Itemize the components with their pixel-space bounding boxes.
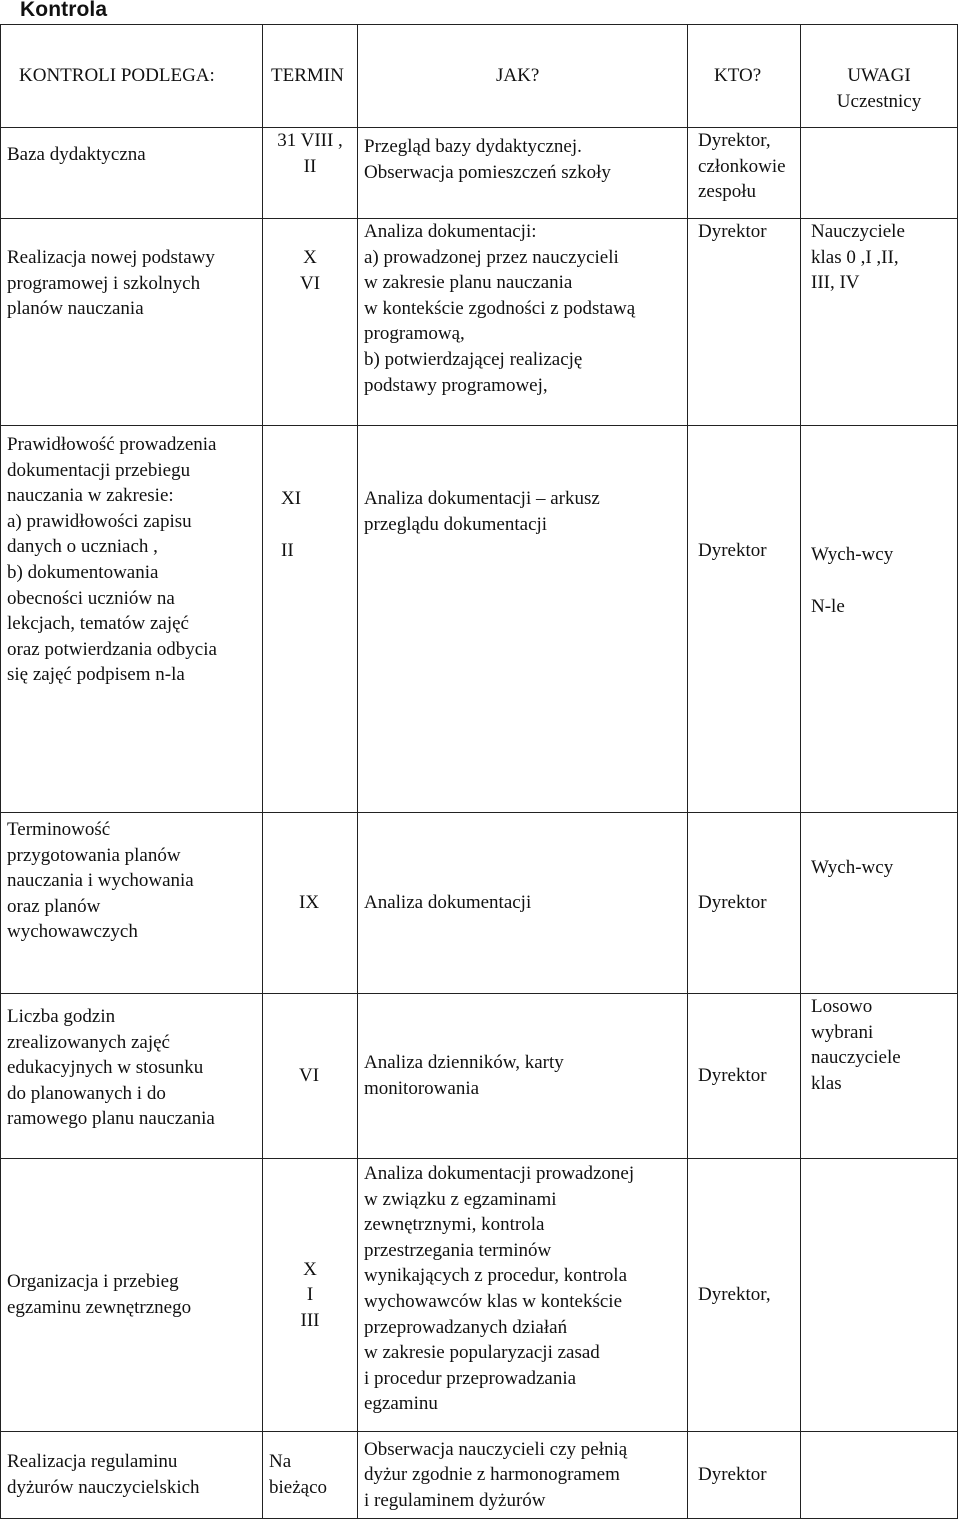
table-row [1, 1432, 958, 1519]
notes-cell [801, 994, 958, 1159]
notes-cell [801, 219, 958, 426]
cell-text-line: Dyrektor [698, 1464, 767, 1486]
cell-text-line: dokumentacji przebiegu [7, 459, 191, 481]
cell-text-line: przeprowadzanych działań [364, 1316, 568, 1338]
cell-text-line: Nauczyciele [811, 221, 905, 242]
how-cell [358, 219, 688, 426]
cell-text-line: 31 VIII , [277, 130, 343, 151]
cell-text-line: Baza dydaktyczna [7, 144, 146, 165]
cell-text-line: oraz planów [7, 895, 101, 917]
page-title: Kontrola [20, 0, 108, 21]
notes-cell [801, 1432, 958, 1519]
who-cell [688, 128, 801, 219]
header-term [263, 25, 358, 128]
cell-text-line: Przegląd bazy dydaktycznej. [364, 136, 582, 157]
cell-text-line: X [303, 1258, 317, 1280]
notes-cell [801, 1159, 958, 1432]
cell-text-line: egzaminu zewnętrznego [7, 1297, 192, 1318]
header-subject [1, 25, 263, 128]
cell-text-line: b) dokumentowania [7, 561, 159, 583]
subject-cell [1, 1432, 263, 1519]
cell-text-line: wynikających z procedur, kontrola [364, 1265, 628, 1287]
who-cell [688, 426, 801, 813]
subject-cell [1, 219, 263, 426]
cell-text-line: programową, [364, 323, 465, 345]
cell-text-line: KTO? [714, 65, 762, 87]
table-row [1, 128, 958, 219]
cell-text-line: a) prawidłowości zapisu [7, 510, 192, 532]
term-cell [263, 219, 358, 426]
cell-text-line: I [306, 1284, 314, 1306]
cell-text-line: egzaminu [364, 1393, 438, 1415]
who-cell [688, 1432, 801, 1519]
cell-text-line: nauczyciele [811, 1047, 901, 1069]
header-how [358, 25, 688, 128]
term-cell [263, 128, 358, 219]
cell-text-line: UWAGI [847, 65, 911, 86]
table-row [1, 219, 958, 426]
how-cell [358, 1159, 688, 1432]
who-cell [688, 219, 801, 426]
subject-cell [1, 994, 263, 1159]
cell-text-line: zespołu [698, 181, 757, 203]
cell-text-line: VI [299, 1065, 320, 1087]
cell-text-line: JAK? [496, 65, 540, 87]
cell-text-line: ramowego planu nauczania [7, 1108, 215, 1130]
cell-text-line: Dyrektor, [698, 1284, 771, 1306]
term-cell [263, 426, 358, 813]
subject-cell [1, 426, 263, 813]
how-cell [358, 426, 688, 813]
table-row [1, 1159, 958, 1432]
cell-text-line: Liczba godzin [7, 1006, 116, 1027]
cell-text-line: i procedur przeprowadzania [364, 1367, 577, 1389]
cell-text-line: Obserwacja nauczycieli czy pełnią [364, 1438, 628, 1460]
cell-text-line: dyżurów nauczycielskich [7, 1477, 200, 1498]
cell-text-line: Analiza dokumentacji: [364, 221, 537, 242]
table-row [1, 426, 958, 813]
cell-text-line: członkowie [698, 155, 786, 177]
cell-text-line: przestrzegania terminów [364, 1239, 552, 1261]
cell-text-line: programowej i szkolnych [7, 272, 201, 294]
who-cell [688, 1159, 801, 1432]
term-cell [263, 1159, 358, 1432]
cell-text-line: II [281, 539, 294, 561]
notes-cell [801, 813, 958, 994]
cell-text-line: danych o uczniach , [7, 536, 158, 558]
header-notes-sub: Uczestnicy [836, 91, 922, 112]
cell-text-line: Terminowość [7, 819, 111, 840]
table-row [1, 994, 958, 1159]
subject-cell [1, 128, 263, 219]
header-row [1, 25, 958, 128]
subject-cell [1, 1159, 263, 1432]
cell-text-line: Wych-wcy [811, 857, 894, 878]
notes-cell [801, 426, 958, 813]
cell-text-line: zrealizowanych zajęć [7, 1031, 170, 1053]
how-cell [358, 1432, 688, 1519]
cell-text-line: Na [269, 1451, 292, 1473]
cell-text-line: monitorowania [364, 1078, 480, 1099]
cell-text-line: X [303, 247, 317, 268]
term-cell [263, 994, 358, 1159]
cell-text-line: Obserwacja pomieszczeń szkoły [364, 161, 611, 183]
cell-text-line: Analiza dzienników, karty [364, 1052, 564, 1074]
cell-text-line: dyżur zgodnie z harmonogramem [364, 1464, 620, 1486]
cell-text-line: Dyrektor, [698, 130, 771, 151]
cell-text-line: edukacyjnych w stosunku [7, 1057, 204, 1079]
cell-text-line: Dyrektor [698, 221, 767, 242]
cell-text-line: obecności uczniów na [7, 587, 175, 609]
cell-text-line: Realizacja nowej podstawy [7, 247, 215, 268]
cell-text-line: wychowawczych [7, 921, 138, 943]
cell-text-line: klas [811, 1072, 842, 1094]
cell-text-line: nauczania w zakresie: [7, 485, 174, 507]
cell-text-line: IX [299, 892, 320, 914]
cell-text-line: w związku z egzaminami [364, 1188, 557, 1210]
cell-text-line: wychowawców klas w kontekście [364, 1290, 623, 1312]
cell-text-line: nauczania i wychowania [7, 870, 194, 892]
cell-text-line: klas 0 ,I ,II, [811, 246, 899, 268]
cell-text-line: Dyrektor [698, 892, 767, 914]
cell-text-line: podstawy programowej, [364, 374, 548, 396]
cell-text-line: TERMIN [271, 65, 344, 87]
cell-text-line: Analiza dokumentacji prowadzonej [364, 1163, 635, 1184]
cell-text-line: się zajęć podpisem n-la [7, 664, 185, 686]
cell-text-line: bieżąco [269, 1477, 328, 1498]
cell-text-line: oraz potwierdzania odbycia [7, 638, 217, 660]
cell-text-line: lekcjach, tematów zajęć [7, 613, 189, 635]
cell-text-line: i regulaminem dyżurów [364, 1489, 546, 1511]
notes-cell [801, 128, 958, 219]
cell-text-line: Losowo [811, 996, 873, 1017]
how-cell [358, 994, 688, 1159]
cell-text-line: Realizacja regulaminu [7, 1451, 178, 1473]
subject-cell [1, 813, 263, 994]
cell-text-line: w kontekście zgodności z podstawą [364, 297, 636, 319]
cell-text-line: Dyrektor [698, 1065, 767, 1087]
cell-text-line: planów nauczania [7, 298, 144, 320]
cell-text-line: b) potwierdzającej realizację [364, 348, 583, 370]
cell-text-line: VI [299, 272, 321, 294]
who-cell [688, 994, 801, 1159]
cell-text-line: w zakresie popularyzacji zasad [364, 1342, 600, 1364]
cell-text-line: XI [281, 488, 302, 509]
cell-text-line: Prawidłowość prowadzenia [7, 434, 217, 455]
how-cell [358, 813, 688, 994]
cell-text-line: wybrani [811, 1021, 874, 1043]
cell-text-line: Analiza dokumentacji – arkusz [364, 488, 600, 509]
cell-text-line: III, IV [811, 272, 860, 294]
header-notes [801, 25, 958, 128]
table-row [1, 813, 958, 994]
who-cell [688, 813, 801, 994]
cell-text-line: przygotowania planów [7, 844, 181, 866]
cell-text-line: przeglądu dokumentacji [364, 513, 548, 535]
header-who [688, 25, 801, 128]
cell-text-line: Wych-wcy [811, 544, 894, 565]
cell-text-line: N-le [811, 595, 845, 617]
cell-text-line: w zakresie planu nauczania [364, 272, 573, 294]
cell-text-line: zewnętrznymi, kontrola [364, 1214, 545, 1236]
how-cell [358, 128, 688, 219]
term-cell [263, 1432, 358, 1519]
cell-text-line: Analiza dokumentacji [364, 892, 532, 914]
cell-text-line: KONTROLI PODLEGA: [19, 65, 215, 87]
cell-text-line: II [303, 155, 317, 177]
cell-text-line: Dyrektor [698, 540, 767, 561]
term-cell [263, 813, 358, 994]
control-table [0, 24, 958, 1519]
cell-text-line: Organizacja i przebieg [7, 1271, 179, 1293]
cell-text-line: III [300, 1309, 320, 1331]
cell-text-line: a) prowadzonej przez nauczycieli [364, 246, 619, 268]
cell-text-line: do planowanych i do [7, 1082, 166, 1104]
